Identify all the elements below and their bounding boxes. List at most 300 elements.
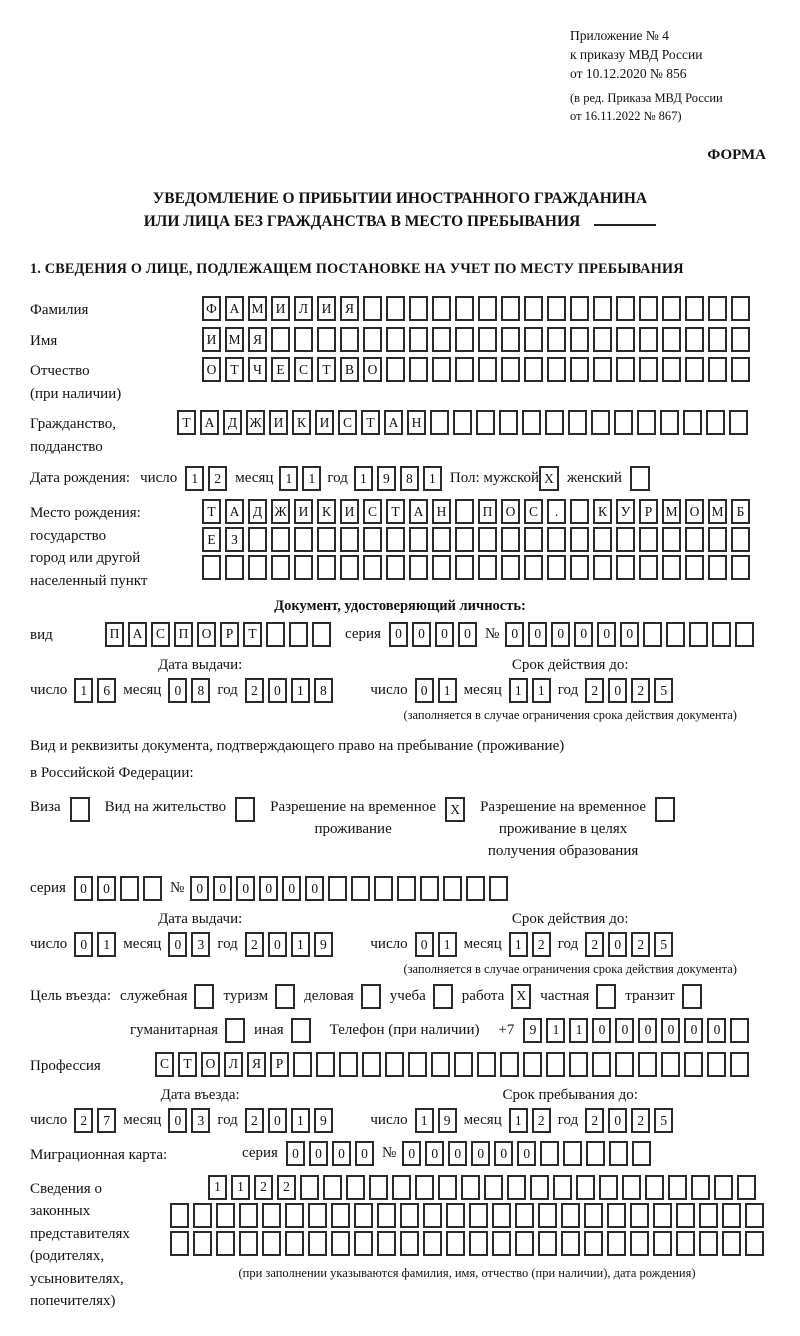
char-box[interactable] [729, 410, 748, 435]
char-box[interactable] [170, 1231, 189, 1256]
char-box[interactable] [478, 327, 497, 352]
char-box[interactable] [446, 1203, 465, 1228]
char-box[interactable]: Ж [246, 410, 265, 435]
char-box[interactable]: 0 [305, 876, 324, 901]
char-box[interactable] [662, 357, 681, 382]
char-box[interactable] [689, 622, 708, 647]
char-box[interactable]: 9 [438, 1108, 457, 1133]
char-box[interactable]: 9 [377, 466, 396, 491]
char-box[interactable] [731, 327, 750, 352]
char-box[interactable] [294, 555, 313, 580]
char-box[interactable]: 0 [458, 622, 477, 647]
char-box[interactable]: 0 [168, 1108, 187, 1133]
char-box[interactable] [684, 1052, 703, 1077]
char-box[interactable]: А [409, 499, 428, 524]
char-box[interactable]: 0 [402, 1141, 421, 1166]
char-box[interactable]: Я [248, 327, 267, 352]
char-box[interactable] [561, 1231, 580, 1256]
char-box[interactable]: Б [731, 499, 750, 524]
char-box[interactable] [340, 327, 359, 352]
char-box[interactable] [363, 296, 382, 321]
char-box[interactable] [685, 527, 704, 552]
char-box[interactable]: 0 [236, 876, 255, 901]
char-box[interactable]: 2 [532, 932, 551, 957]
char-box[interactable]: 0 [332, 1141, 351, 1166]
char-box[interactable]: 0 [355, 1141, 374, 1166]
char-box[interactable] [455, 296, 474, 321]
char-box[interactable]: С [155, 1052, 174, 1077]
char-box[interactable] [492, 1231, 511, 1256]
char-box[interactable] [708, 357, 727, 382]
char-box[interactable] [712, 622, 731, 647]
char-box[interactable]: 0 [268, 678, 287, 703]
char-box[interactable]: 0 [608, 932, 627, 957]
char-box[interactable] [408, 1052, 427, 1077]
char-box[interactable] [455, 499, 474, 524]
char-box[interactable] [584, 1231, 603, 1256]
char-box[interactable]: 1 [279, 466, 298, 491]
char-box[interactable] [202, 555, 221, 580]
char-box[interactable]: Р [270, 1052, 289, 1077]
char-box[interactable] [386, 527, 405, 552]
char-box[interactable] [501, 527, 520, 552]
char-box[interactable] [120, 876, 139, 901]
char-box[interactable] [455, 527, 474, 552]
char-box[interactable]: 0 [574, 622, 593, 647]
char-box[interactable] [248, 527, 267, 552]
char-box[interactable] [662, 327, 681, 352]
char-box[interactable]: С [294, 357, 313, 382]
char-box[interactable] [599, 1175, 618, 1200]
char-box[interactable] [745, 1231, 764, 1256]
char-box[interactable] [524, 555, 543, 580]
char-box[interactable] [423, 1203, 442, 1228]
char-box[interactable] [461, 1175, 480, 1200]
char-box[interactable] [699, 1203, 718, 1228]
char-box[interactable]: С [524, 499, 543, 524]
char-box[interactable] [455, 327, 474, 352]
purpose-transit-checkbox[interactable] [682, 984, 702, 1009]
purpose-study-checkbox[interactable] [433, 984, 453, 1009]
char-box[interactable] [737, 1175, 756, 1200]
char-box[interactable] [570, 555, 589, 580]
char-box[interactable] [331, 1231, 350, 1256]
char-box[interactable] [363, 555, 382, 580]
char-box[interactable] [346, 1175, 365, 1200]
char-box[interactable] [500, 1052, 519, 1077]
char-box[interactable]: Е [271, 357, 290, 382]
char-box[interactable] [377, 1231, 396, 1256]
char-box[interactable] [706, 410, 725, 435]
char-box[interactable] [446, 1231, 465, 1256]
char-box[interactable]: 1 [302, 466, 321, 491]
char-box[interactable] [524, 357, 543, 382]
char-box[interactable]: Т [202, 499, 221, 524]
char-box[interactable] [685, 555, 704, 580]
char-box[interactable] [317, 527, 336, 552]
char-box[interactable] [323, 1175, 342, 1200]
char-box[interactable] [676, 1231, 695, 1256]
char-box[interactable]: 1 [291, 1108, 310, 1133]
char-box[interactable] [271, 527, 290, 552]
char-box[interactable]: К [317, 499, 336, 524]
purpose-private-checkbox[interactable] [596, 984, 616, 1009]
char-box[interactable]: 0 [168, 932, 187, 957]
char-box[interactable] [492, 1203, 511, 1228]
char-box[interactable] [584, 1203, 603, 1228]
char-box[interactable]: 0 [505, 622, 524, 647]
char-box[interactable] [454, 1052, 473, 1077]
char-box[interactable]: . [547, 499, 566, 524]
char-box[interactable]: 1 [509, 678, 528, 703]
char-box[interactable] [639, 296, 658, 321]
char-box[interactable]: 2 [254, 1175, 273, 1200]
char-box[interactable] [143, 876, 162, 901]
char-box[interactable] [639, 357, 658, 382]
char-box[interactable] [524, 327, 543, 352]
char-box[interactable]: 2 [277, 1175, 296, 1200]
char-box[interactable] [662, 555, 681, 580]
char-box[interactable]: 1 [532, 678, 551, 703]
char-box[interactable] [239, 1203, 258, 1228]
char-box[interactable]: Ж [271, 499, 290, 524]
char-box[interactable] [616, 357, 635, 382]
char-box[interactable] [409, 357, 428, 382]
char-box[interactable]: А [128, 622, 147, 647]
char-box[interactable]: 0 [592, 1018, 611, 1043]
char-box[interactable]: 1 [97, 932, 116, 957]
char-box[interactable]: 0 [615, 1018, 634, 1043]
char-box[interactable]: 0 [620, 622, 639, 647]
char-box[interactable]: 0 [608, 678, 627, 703]
char-box[interactable] [622, 1175, 641, 1200]
char-box[interactable] [386, 327, 405, 352]
purpose-other-checkbox[interactable] [291, 1018, 311, 1043]
char-box[interactable]: 0 [415, 678, 434, 703]
char-box[interactable]: 1 [291, 678, 310, 703]
char-box[interactable]: 9 [523, 1018, 542, 1043]
char-box[interactable]: Р [220, 622, 239, 647]
char-box[interactable]: У [616, 499, 635, 524]
char-box[interactable]: 7 [97, 1108, 116, 1133]
char-box[interactable] [432, 527, 451, 552]
char-box[interactable] [423, 1231, 442, 1256]
char-box[interactable] [432, 357, 451, 382]
char-box[interactable]: 1 [185, 466, 204, 491]
char-box[interactable]: Е [202, 527, 221, 552]
char-box[interactable]: 1 [438, 678, 457, 703]
char-box[interactable]: 1 [423, 466, 442, 491]
char-box[interactable]: 2 [585, 678, 604, 703]
char-box[interactable] [476, 410, 495, 435]
char-box[interactable] [478, 296, 497, 321]
temp-residence-education-checkbox[interactable] [655, 797, 675, 822]
char-box[interactable] [699, 1231, 718, 1256]
char-box[interactable]: 0 [425, 1141, 444, 1166]
char-box[interactable] [553, 1175, 572, 1200]
char-box[interactable] [443, 876, 462, 901]
purpose-work-checkbox[interactable]: X [511, 984, 531, 1009]
char-box[interactable] [400, 1203, 419, 1228]
char-box[interactable]: А [200, 410, 219, 435]
char-box[interactable]: Д [223, 410, 242, 435]
char-box[interactable] [453, 410, 472, 435]
char-box[interactable]: П [478, 499, 497, 524]
purpose-business-checkbox[interactable] [194, 984, 214, 1009]
char-box[interactable]: С [338, 410, 357, 435]
char-box[interactable]: 0 [528, 622, 547, 647]
char-box[interactable]: Т [177, 410, 196, 435]
char-box[interactable] [362, 1052, 381, 1077]
char-box[interactable]: Ф [202, 296, 221, 321]
char-box[interactable]: С [363, 499, 382, 524]
char-box[interactable]: 0 [551, 622, 570, 647]
char-box[interactable] [392, 1175, 411, 1200]
char-box[interactable]: Н [407, 410, 426, 435]
char-box[interactable] [547, 296, 566, 321]
char-box[interactable] [294, 327, 313, 352]
char-box[interactable]: О [201, 1052, 220, 1077]
char-box[interactable] [377, 1203, 396, 1228]
char-box[interactable] [432, 327, 451, 352]
char-box[interactable] [616, 296, 635, 321]
char-box[interactable]: 0 [213, 876, 232, 901]
char-box[interactable]: 1 [415, 1108, 434, 1133]
char-box[interactable] [316, 1052, 335, 1077]
char-box[interactable]: 1 [509, 1108, 528, 1133]
char-box[interactable]: 0 [286, 1141, 305, 1166]
char-box[interactable]: 1 [291, 932, 310, 957]
char-box[interactable]: И [317, 296, 336, 321]
char-box[interactable]: 1 [74, 678, 93, 703]
char-box[interactable]: 2 [631, 932, 650, 957]
char-box[interactable] [545, 410, 564, 435]
char-box[interactable]: П [105, 622, 124, 647]
char-box[interactable]: 0 [97, 876, 116, 901]
char-box[interactable] [708, 296, 727, 321]
char-box[interactable]: 1 [509, 932, 528, 957]
char-box[interactable] [714, 1175, 733, 1200]
char-box[interactable]: А [225, 499, 244, 524]
char-box[interactable]: М [708, 499, 727, 524]
char-box[interactable]: З [225, 527, 244, 552]
char-box[interactable] [668, 1175, 687, 1200]
char-box[interactable] [484, 1175, 503, 1200]
char-box[interactable]: 5 [654, 932, 673, 957]
char-box[interactable] [547, 327, 566, 352]
char-box[interactable] [530, 1175, 549, 1200]
char-box[interactable]: М [248, 296, 267, 321]
char-box[interactable]: 5 [654, 1108, 673, 1133]
char-box[interactable] [607, 1203, 626, 1228]
char-box[interactable]: Я [340, 296, 359, 321]
char-box[interactable] [685, 296, 704, 321]
char-box[interactable]: 2 [631, 678, 650, 703]
char-box[interactable] [593, 296, 612, 321]
char-box[interactable]: 0 [597, 622, 616, 647]
char-box[interactable] [653, 1231, 672, 1256]
char-box[interactable] [469, 1203, 488, 1228]
char-box[interactable]: 0 [268, 1108, 287, 1133]
sex-male-checkbox[interactable]: X [539, 466, 559, 491]
sex-female-checkbox[interactable] [630, 466, 650, 491]
char-box[interactable] [430, 410, 449, 435]
char-box[interactable]: Т [386, 499, 405, 524]
char-box[interactable] [409, 555, 428, 580]
char-box[interactable] [593, 555, 612, 580]
char-box[interactable]: 1 [546, 1018, 565, 1043]
char-box[interactable]: М [662, 499, 681, 524]
char-box[interactable] [193, 1203, 212, 1228]
char-box[interactable] [683, 410, 702, 435]
char-box[interactable] [420, 876, 439, 901]
char-box[interactable] [592, 1052, 611, 1077]
char-box[interactable] [170, 1203, 189, 1228]
char-box[interactable]: 2 [245, 678, 264, 703]
char-box[interactable] [660, 410, 679, 435]
char-box[interactable] [561, 1203, 580, 1228]
char-box[interactable] [515, 1231, 534, 1256]
char-box[interactable] [569, 1052, 588, 1077]
char-box[interactable] [308, 1203, 327, 1228]
char-box[interactable]: 8 [400, 466, 419, 491]
char-box[interactable]: Н [432, 499, 451, 524]
char-box[interactable] [639, 555, 658, 580]
char-box[interactable] [661, 1052, 680, 1077]
char-box[interactable] [515, 1203, 534, 1228]
char-box[interactable]: Т [225, 357, 244, 382]
char-box[interactable]: 2 [532, 1108, 551, 1133]
char-box[interactable]: Т [178, 1052, 197, 1077]
char-box[interactable] [400, 1231, 419, 1256]
char-box[interactable] [645, 1175, 664, 1200]
char-box[interactable] [340, 555, 359, 580]
char-box[interactable] [431, 1052, 450, 1077]
char-box[interactable] [193, 1231, 212, 1256]
char-box[interactable] [708, 327, 727, 352]
char-box[interactable] [731, 555, 750, 580]
char-box[interactable]: И [294, 499, 313, 524]
char-box[interactable]: 6 [97, 678, 116, 703]
char-box[interactable] [568, 410, 587, 435]
char-box[interactable] [653, 1203, 672, 1228]
char-box[interactable]: 1 [569, 1018, 588, 1043]
char-box[interactable] [354, 1203, 373, 1228]
char-box[interactable] [547, 527, 566, 552]
char-box[interactable] [438, 1175, 457, 1200]
char-box[interactable]: 2 [74, 1108, 93, 1133]
char-box[interactable] [547, 357, 566, 382]
char-box[interactable]: 0 [608, 1108, 627, 1133]
char-box[interactable] [293, 1052, 312, 1077]
char-box[interactable]: Л [224, 1052, 243, 1077]
char-box[interactable]: 8 [314, 678, 333, 703]
char-box[interactable] [731, 357, 750, 382]
visa-checkbox[interactable] [70, 797, 90, 822]
char-box[interactable]: О [202, 357, 221, 382]
char-box[interactable]: Р [639, 499, 658, 524]
char-box[interactable] [593, 527, 612, 552]
char-box[interactable] [328, 876, 347, 901]
residence-permit-checkbox[interactable] [235, 797, 255, 822]
char-box[interactable] [363, 527, 382, 552]
purpose-tourism-checkbox[interactable] [275, 984, 295, 1009]
char-box[interactable] [616, 527, 635, 552]
char-box[interactable]: 0 [638, 1018, 657, 1043]
char-box[interactable] [363, 327, 382, 352]
char-box[interactable]: 0 [448, 1141, 467, 1166]
char-box[interactable] [397, 876, 416, 901]
char-box[interactable]: 0 [684, 1018, 703, 1043]
char-box[interactable]: 0 [168, 678, 187, 703]
char-box[interactable]: Т [317, 357, 336, 382]
char-box[interactable]: 0 [259, 876, 278, 901]
char-box[interactable] [707, 1052, 726, 1077]
char-box[interactable] [538, 1203, 557, 1228]
char-box[interactable] [216, 1203, 235, 1228]
char-box[interactable]: А [384, 410, 403, 435]
char-box[interactable] [289, 622, 308, 647]
char-box[interactable]: К [292, 410, 311, 435]
char-box[interactable] [745, 1203, 764, 1228]
char-box[interactable] [722, 1231, 741, 1256]
char-box[interactable]: Я [247, 1052, 266, 1077]
char-box[interactable] [354, 1231, 373, 1256]
char-box[interactable] [570, 327, 589, 352]
char-box[interactable] [691, 1175, 710, 1200]
char-box[interactable]: С [151, 622, 170, 647]
char-box[interactable] [662, 296, 681, 321]
char-box[interactable] [593, 327, 612, 352]
char-box[interactable]: Л [294, 296, 313, 321]
char-box[interactable] [432, 296, 451, 321]
char-box[interactable]: 0 [661, 1018, 680, 1043]
char-box[interactable]: 3 [191, 1108, 210, 1133]
char-box[interactable]: И [315, 410, 334, 435]
char-box[interactable] [271, 555, 290, 580]
char-box[interactable]: И [202, 327, 221, 352]
char-box[interactable] [639, 527, 658, 552]
char-box[interactable] [722, 1203, 741, 1228]
char-box[interactable]: 2 [208, 466, 227, 491]
char-box[interactable] [300, 1175, 319, 1200]
char-box[interactable] [262, 1231, 281, 1256]
char-box[interactable]: Т [361, 410, 380, 435]
char-box[interactable] [455, 357, 474, 382]
char-box[interactable] [546, 1052, 565, 1077]
char-box[interactable]: 0 [309, 1141, 328, 1166]
char-box[interactable] [614, 410, 633, 435]
char-box[interactable] [216, 1231, 235, 1256]
char-box[interactable] [630, 1231, 649, 1256]
char-box[interactable] [239, 1231, 258, 1256]
char-box[interactable] [466, 876, 485, 901]
char-box[interactable] [499, 410, 518, 435]
char-box[interactable] [317, 555, 336, 580]
char-box[interactable]: М [225, 327, 244, 352]
char-box[interactable] [643, 622, 662, 647]
char-box[interactable] [478, 555, 497, 580]
char-box[interactable] [708, 555, 727, 580]
char-box[interactable] [730, 1052, 749, 1077]
char-box[interactable]: О [363, 357, 382, 382]
char-box[interactable] [522, 410, 541, 435]
char-box[interactable]: 0 [415, 932, 434, 957]
char-box[interactable] [271, 327, 290, 352]
char-box[interactable] [386, 357, 405, 382]
char-box[interactable] [570, 499, 589, 524]
char-box[interactable] [501, 296, 520, 321]
